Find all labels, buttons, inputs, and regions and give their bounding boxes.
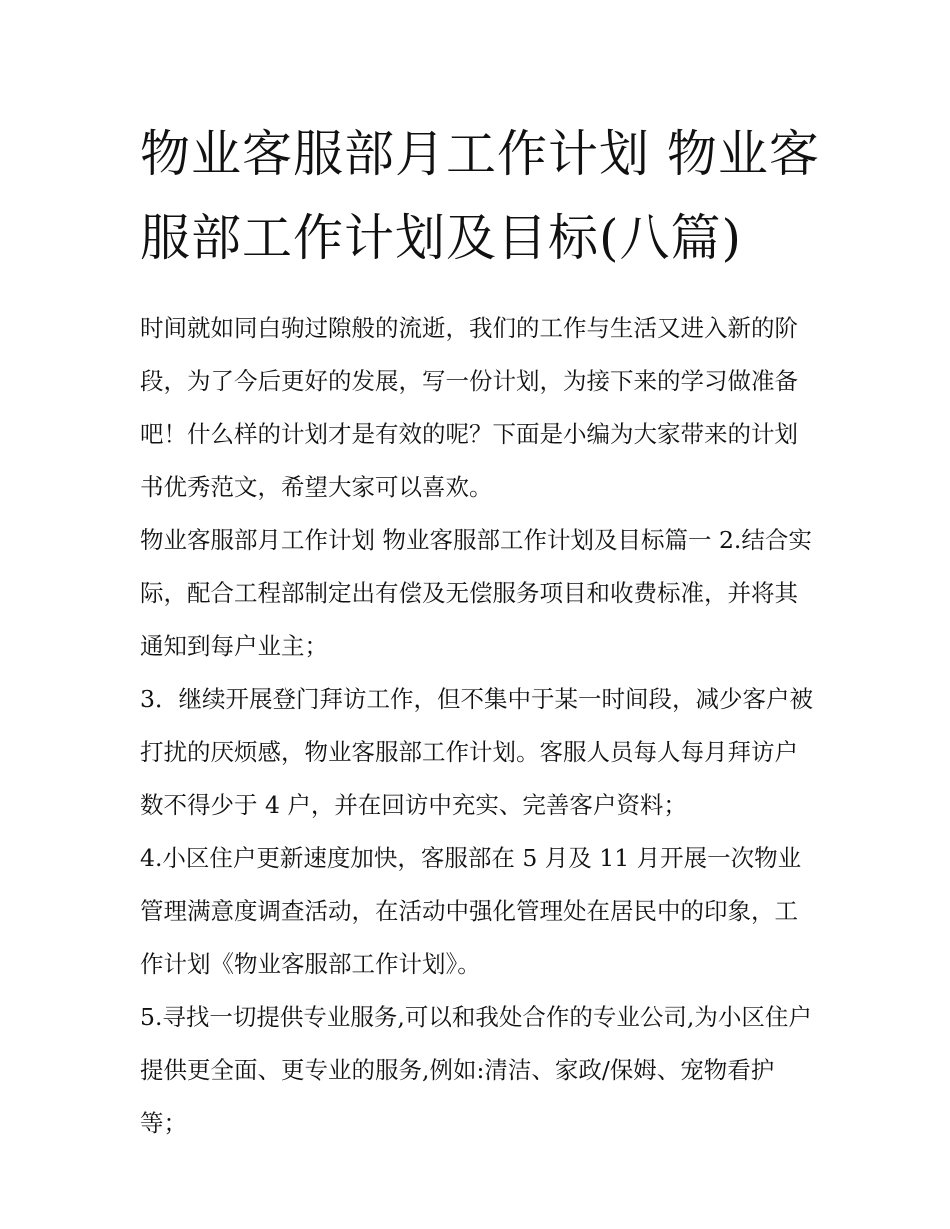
paragraph-item-3: 3．继续开展登门拜访工作，但不集中于某一时间段，减少客户被打扰的厌烦感，物业客服部工作计划。客服人员每人每月拜访户数不得少于 4 户，并在回访中充实、完善客户资料； xyxy=(140,685,813,819)
paragraph-item-4: 4.小区住户更新速度加快，客服部在 5 月及 11 月开展一次物业管理满意度调查活动，在活动中强化管理处在居民中的印象，工作计划《物业客服部工作计划》。 xyxy=(140,844,802,978)
paragraph-item-2: 物业客服部月工作计划 物业客服部工作计划及目标篇一 2.结合实际，配合工程部制定出有偿及无偿服务项目和收费标准，并将其通知到每户业主； xyxy=(140,526,812,660)
document-title: 物业客服部月工作计划 物业客服部工作计划及目标(八篇) xyxy=(140,125,820,267)
intro-paragraph: 时间就如同白驹过隙般的流逝，我们的工作与生活又进入新的阶段，为了今后更好的发展，写一份计划，为接下来的学习做准备吧！什么样的计划才是有效的呢？下面是小编为大家带来的计划书优秀范文，希望大家可以喜欢。 xyxy=(140,314,798,501)
paragraph-item-5: 5.寻找一切提供专业服务,可以和我处合作的专业公司,为小区住户提供更全面、更专业的服务,例如:清洁、家政/保姆、宠物看护等； xyxy=(140,1003,812,1137)
document-page xyxy=(140,112,820,1150)
